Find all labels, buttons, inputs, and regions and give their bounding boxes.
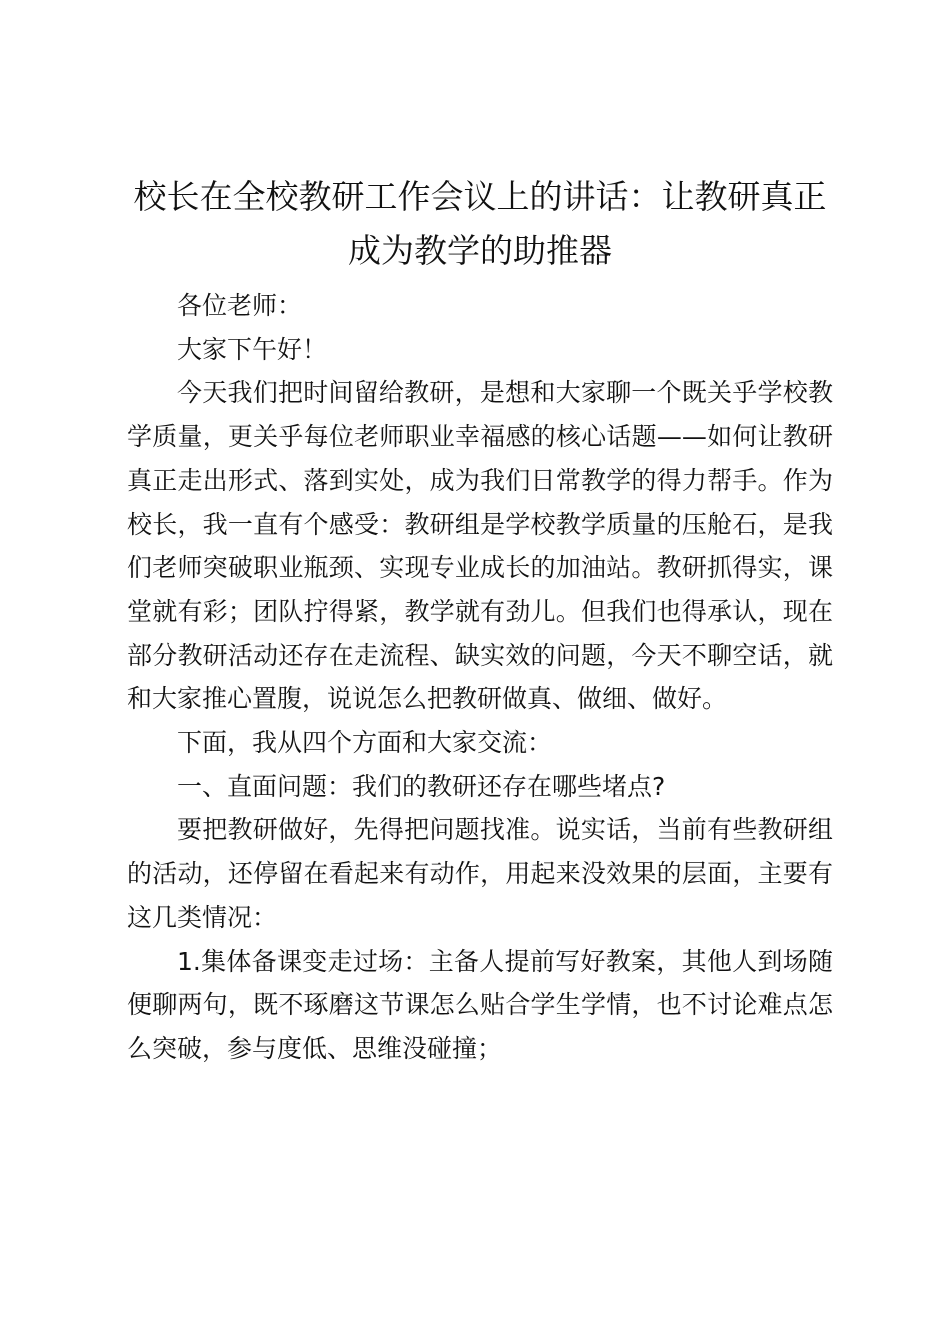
document-title: 校长在全校教研工作会议上的讲话：让教研真正成为教学的助推器	[133, 177, 827, 270]
greeting-paragraph: 各位老师：	[177, 291, 303, 320]
section-1-intro-paragraph: 要把教研做好，先得把问题找准。说实话，当前有些教研组的活动，还停留在看起来有动作，用起来没效果的层面，主要有这几类情况：	[127, 815, 833, 932]
section-heading-1: 一、直面问题：我们的教研还存在哪些堵点?	[177, 771, 666, 801]
intro-paragraph: 今天我们把时间留给教研，是想和大家聊一个既关乎学校教学质量，更关乎每位老师职业幸福感的核心话题——如何让教研真正走出形式、落到实处，成为我们日常教学的得力帮手。作为校长，我一直有个感受：教研组是学校教学质量的压舱石，是我们老师突破职业瓶颈、实现专业成长的加油站。教研抓得实，课堂就有彩；团队拧得紧，教学就有劲儿。但我们也得承认，现在部分教研活动还存在走流程、缺实效的问题，今天不聊空话，就和大家推心置腹，说说怎么把教研做真、做细、做好。	[127, 378, 833, 714]
document-body	[127, 284, 833, 1071]
transition-paragraph: 下面，我从四个方面和大家交流：	[177, 728, 553, 758]
section-1-item-1: 1.集体备课变走过场：主备人提前写好教案，其他人到场随便聊两句，既不琢磨这节课怎么贴合学生学情，也不讨论难点怎么突破，参与度低、思维没碰撞；	[127, 946, 833, 1063]
salutation-paragraph: 大家下午好！	[177, 334, 328, 364]
document-page	[127, 170, 833, 1071]
